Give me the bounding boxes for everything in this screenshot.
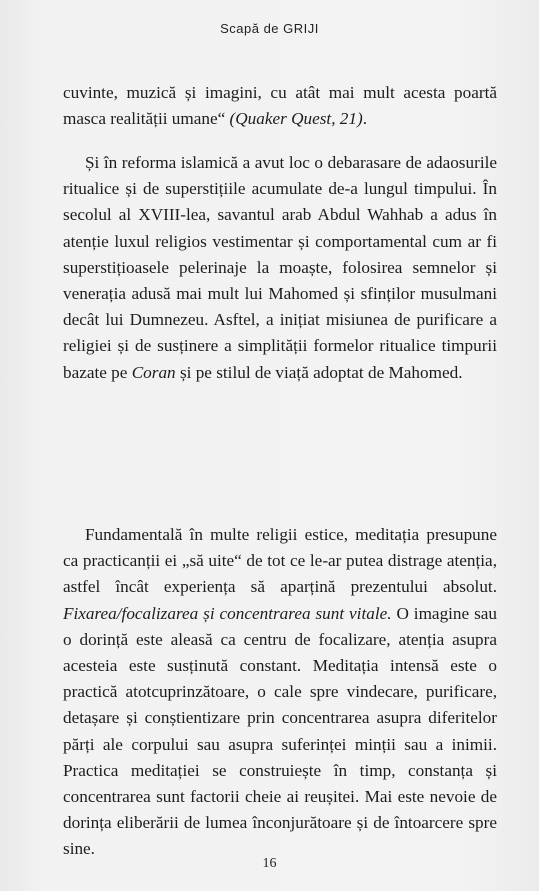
paragraph-islamic-reform [63, 150, 497, 386]
paragraph-text: Fundamentală în multe religii estice, meditația presupune ca practicanții ei „să uite“ de tot ce le-ar putea distrage atenția, astfel încât experiența să aparțină prezentului absolut. [63, 525, 497, 597]
italic-coran: Coran [131, 362, 176, 382]
paragraph-meditation [63, 522, 497, 863]
paragraph-text-end: și pe stilul de viață adoptat de Mahomed. [175, 362, 463, 382]
running-title: Scapă de GRIJI [220, 21, 319, 36]
paragraph-text-end: O imagine sau o dorință este aleasă ca centru de focalizare, atenția asupra acesteia este susținută constant. Meditația intensă este o practică atotcuprinzătoare, o cale spre vindecare, purificare, detașare și conștientizare prin concentrarea asupra diferitelor părți ale corpului sau asupra suferinței minții sau a inimii. Practica meditației se construiește în timp, constanța și concentrarea sunt factorii cheie ai reușitei. Mai este nevoie de dorința eliberării de lumea înconjurătoare și de întoarcere spre sine. [63, 603, 497, 859]
paragraph-text: Și în reforma islamică a avut loc o debarasare de adaosurile ritualice și de superstițiile acumulate de-a lungul timpului. În secolul al XVIII-lea, savantul arab Abdul Wahhab a adus în atenție luxul religios vestimentar și comportamental cum ar fi superstițioasele pelerinaje la moaște, folosirea semnelor și venerația adusă mai mult lui Mahomed și sfinților musulmani decât lui Dumnezeu. Asftel, a inițiat misiunea de purificare a religiei și de susținere a simplității formelor ritualice timpurii bazate pe [63, 153, 497, 382]
paragraph-text: cuvinte, muzică și imagini, cu atât mai mult acesta poartă masca realității umane“ [63, 83, 497, 129]
italic-emphasis: Fixarea/focalizarea și concentrarea sunt vitale. [63, 603, 392, 623]
citation: (Quaker Quest, 21) [229, 109, 363, 129]
paragraph-continuation [63, 80, 497, 132]
page-number: 16 [262, 856, 277, 871]
sentence-end: . [362, 109, 368, 129]
